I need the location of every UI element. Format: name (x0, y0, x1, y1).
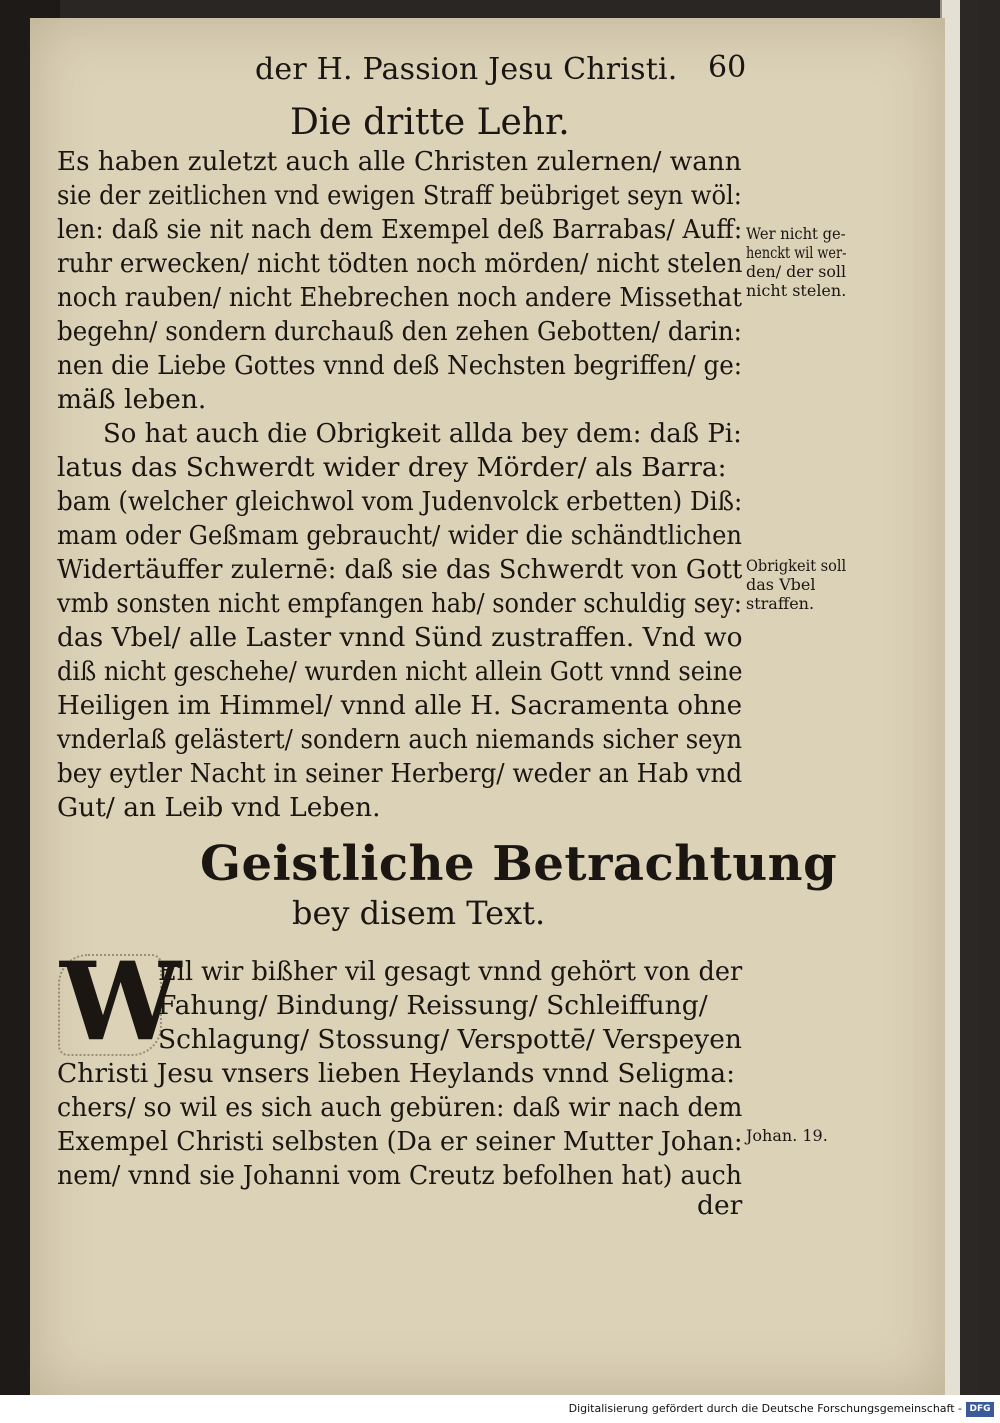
text-line: latus das Schwerdt wider drey Mörder/ als Barra: (57, 452, 727, 483)
text-line: mäß leben. (57, 384, 207, 415)
text-line: vnderlaß gelästert/ sondern auch niemands sicher seyn (57, 724, 743, 755)
text-line: das Vbel/ alle Laster vnnd Sünd zustraffen. Vnd wo (57, 622, 743, 653)
margin-note-line: das Vbel (746, 575, 816, 594)
margin-note-line: henckt wil wer- (746, 243, 847, 262)
text-line: bam (welcher gleichwol vom Judenvolck erbetten) Diß: (57, 486, 743, 517)
text-line: Fahung/ Bindung/ Reissung/ Schleiffung/ (158, 990, 708, 1021)
text-line: Eil wir bißher vil gesagt vnnd gehört von der (158, 956, 743, 987)
margin-note-line: Johan. 19. (746, 1126, 828, 1145)
dfg-logo: DFG (966, 1402, 994, 1417)
page-number: 60 (708, 50, 747, 85)
text-line: Christi Jesu vnsers lieben Heylands vnnd Seligma: (57, 1058, 736, 1089)
decorated-initial: W (60, 939, 182, 1065)
running-head: der H. Passion Jesu Christi. (255, 52, 678, 87)
text-line: mam oder Geßmam gebraucht/ wider die schändtlichen (57, 520, 743, 551)
footer-credit: Digitalisierung gefördert durch die Deutsche Forschungsgemeinschaft - (0, 1395, 1000, 1423)
margin-note-line: den/ der soll (746, 262, 847, 281)
scanner-background-right (960, 0, 978, 1395)
text-line: nen die Liebe Gottes vnnd deß Nechsten begriffen/ ge: (57, 350, 743, 381)
text-line: Widertäuffer zulernē: daß sie das Schwerdt von Gott (57, 554, 743, 585)
text-line: chers/ so wil es sich auch gebüren: daß wir nach dem (57, 1092, 743, 1123)
text-line: Schlagung/ Stossung/ Verspottē/ Verspeyen (158, 1024, 742, 1055)
text-line: sie der zeitlichen vnd ewigen Straff beübriget seyn wöl: (57, 180, 742, 211)
text-line: Exempel Christi selbsten (Da er seiner Mutter Johan: (57, 1126, 743, 1157)
section-title: Die dritte Lehr. (290, 102, 570, 143)
betrachtung-subtitle: bey disem Text. (292, 894, 546, 932)
margin-note-line: nicht stelen. (746, 281, 847, 300)
text-line: vmb sonsten nicht empfangen hab/ sonder schuldig sey: (57, 588, 743, 619)
text-line: Heiligen im Himmel/ vnnd alle H. Sacramenta ohne (57, 690, 743, 721)
margin-note-line: Wer nicht ge- (746, 224, 846, 243)
margin-note-line: straffen. (746, 594, 815, 613)
text-line: nem/ vnnd sie Johanni vom Creutz befolhen hat) auch (57, 1160, 742, 1191)
text-line: Es haben zuletzt auch alle Christen zulernen/ wann (57, 146, 742, 177)
text-line: len: daß sie nit nach dem Exempel deß Barrabas/ Auff: (57, 214, 743, 245)
margin-note-line: Obrigkeit soll (746, 556, 847, 575)
text-line: bey eytler Nacht in seiner Herberg/ weder an Hab vnd (57, 758, 743, 789)
text-line: So hat auch die Obrigkeit allda bey dem: daß Pi: (103, 418, 742, 449)
text-line: diß nicht geschehe/ wurden nicht allein Gott vnnd seine (57, 656, 743, 687)
text-line: Gut/ an Leib vnd Leben. (57, 792, 381, 823)
text-line: ruhr erwecken/ nicht tödten noch mörden/ nicht stelen (57, 248, 743, 279)
catchword: der (697, 1190, 743, 1221)
text-line: noch rauben/ nicht Ehebrechen noch andere Missethat (57, 282, 742, 313)
text-line: begehn/ sondern durchauß den zehen Gebotten/ darin: (57, 316, 742, 347)
betrachtung-title: Geistliche Betrachtung (200, 836, 838, 892)
